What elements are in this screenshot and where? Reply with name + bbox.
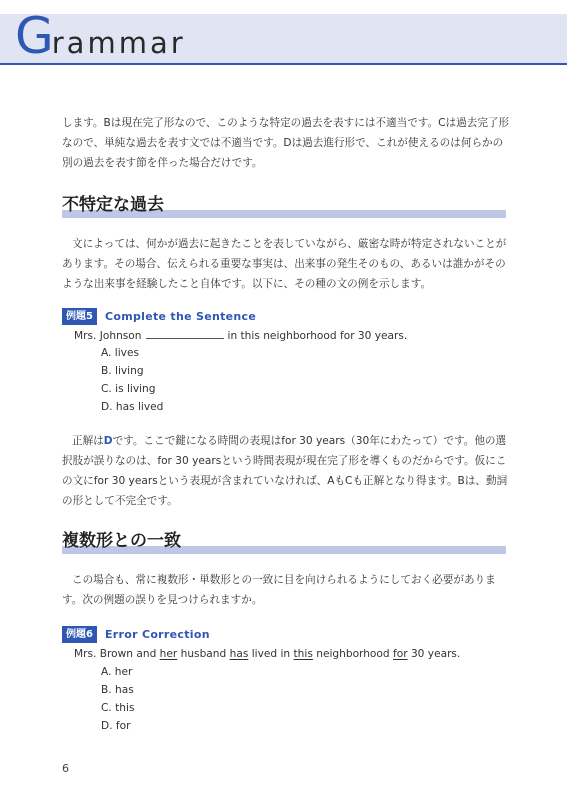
choice-item: B. living: [101, 365, 144, 377]
example6-choices: [101, 663, 134, 735]
explanation-prefix: 正解は: [72, 435, 104, 447]
section2-paragraph: この場合も、常に複数形・単数形との一致に目を向けられるようにしておく必要があります。次の例題の誤りを見つけられますか。: [62, 574, 496, 606]
choice-item: B. has: [101, 684, 134, 696]
underlined-word: for: [393, 648, 408, 660]
section1-paragraph: 文によっては、何かが過去に起きたことを表していながら、厳密な時が特定されないことがあります。その場合、伝えられる重要な事実は、出来事の発生そのもの、あるいは誰かがそのような出来事を経験したこと自体です。以下に、その種の文の例を示します。: [62, 238, 507, 290]
choice-item: C. this: [101, 702, 135, 714]
intro-paragraph: します。Bは現在完了形なので、このような特定の過去を表すには不適当です。Cは過去完了形なので、単純な過去を表す文では不適当です。Dは過去進行形で、これが使えるのは何らかの別の過去を表す節を伴った場合だけです。: [62, 117, 510, 169]
section-heading-plural-agreement: [62, 530, 506, 554]
example5-sentence-start: Mrs. Johnson: [74, 330, 142, 342]
chapter-title-initial: G: [15, 7, 54, 65]
underlined-word: has: [229, 648, 249, 660]
example6-tag: 例題6: [62, 626, 97, 643]
example5-explanation: [62, 431, 510, 511]
example6-sentence: Mrs. Brown and her husband has lived in this neighborhood for 30 years.: [74, 648, 461, 660]
example6-heading: [62, 624, 210, 642]
example5-sentence: [74, 328, 407, 344]
example5-title: Complete the Sentence: [104, 310, 257, 323]
example6-title: Error Correction: [104, 628, 210, 641]
chapter-title: [15, 6, 186, 66]
explanation-body: です。ここで鍵になる時間の表現はfor 30 years（30年にわたって）です。他の選択肢が誤りなのは、for 30 yearsという時間表現が現在完了形を導くものだからです。仮にこの文にfor 30 yearsという表現が含まれていなければ、AもCも正解となり得ます。Bは、動詞の形として不完全です。: [62, 435, 508, 507]
page-number: 6: [62, 762, 69, 775]
choice-item: A. lives: [101, 347, 139, 359]
choice-item: D. for: [101, 720, 131, 732]
example5-heading: [62, 306, 256, 324]
chapter-title-rest: rammar: [51, 26, 186, 60]
example5-sentence-end: in this neighborhood for 30 years.: [227, 330, 408, 342]
choice-item: D. has lived: [101, 401, 164, 413]
example5-choices: [101, 344, 163, 416]
section-heading-unspecified-past: [62, 194, 506, 218]
section-title: 複数形との一致: [62, 531, 181, 551]
underlined-word: her: [159, 648, 178, 660]
answer-blank: [146, 328, 224, 339]
correct-answer: D: [103, 435, 113, 447]
choice-item: A. her: [101, 666, 133, 678]
underlined-word: this: [293, 648, 313, 660]
section-title: 不特定な過去: [62, 195, 164, 215]
choice-item: C. is living: [101, 383, 156, 395]
page-header: [0, 0, 567, 66]
example5-tag: 例題5: [62, 308, 97, 325]
